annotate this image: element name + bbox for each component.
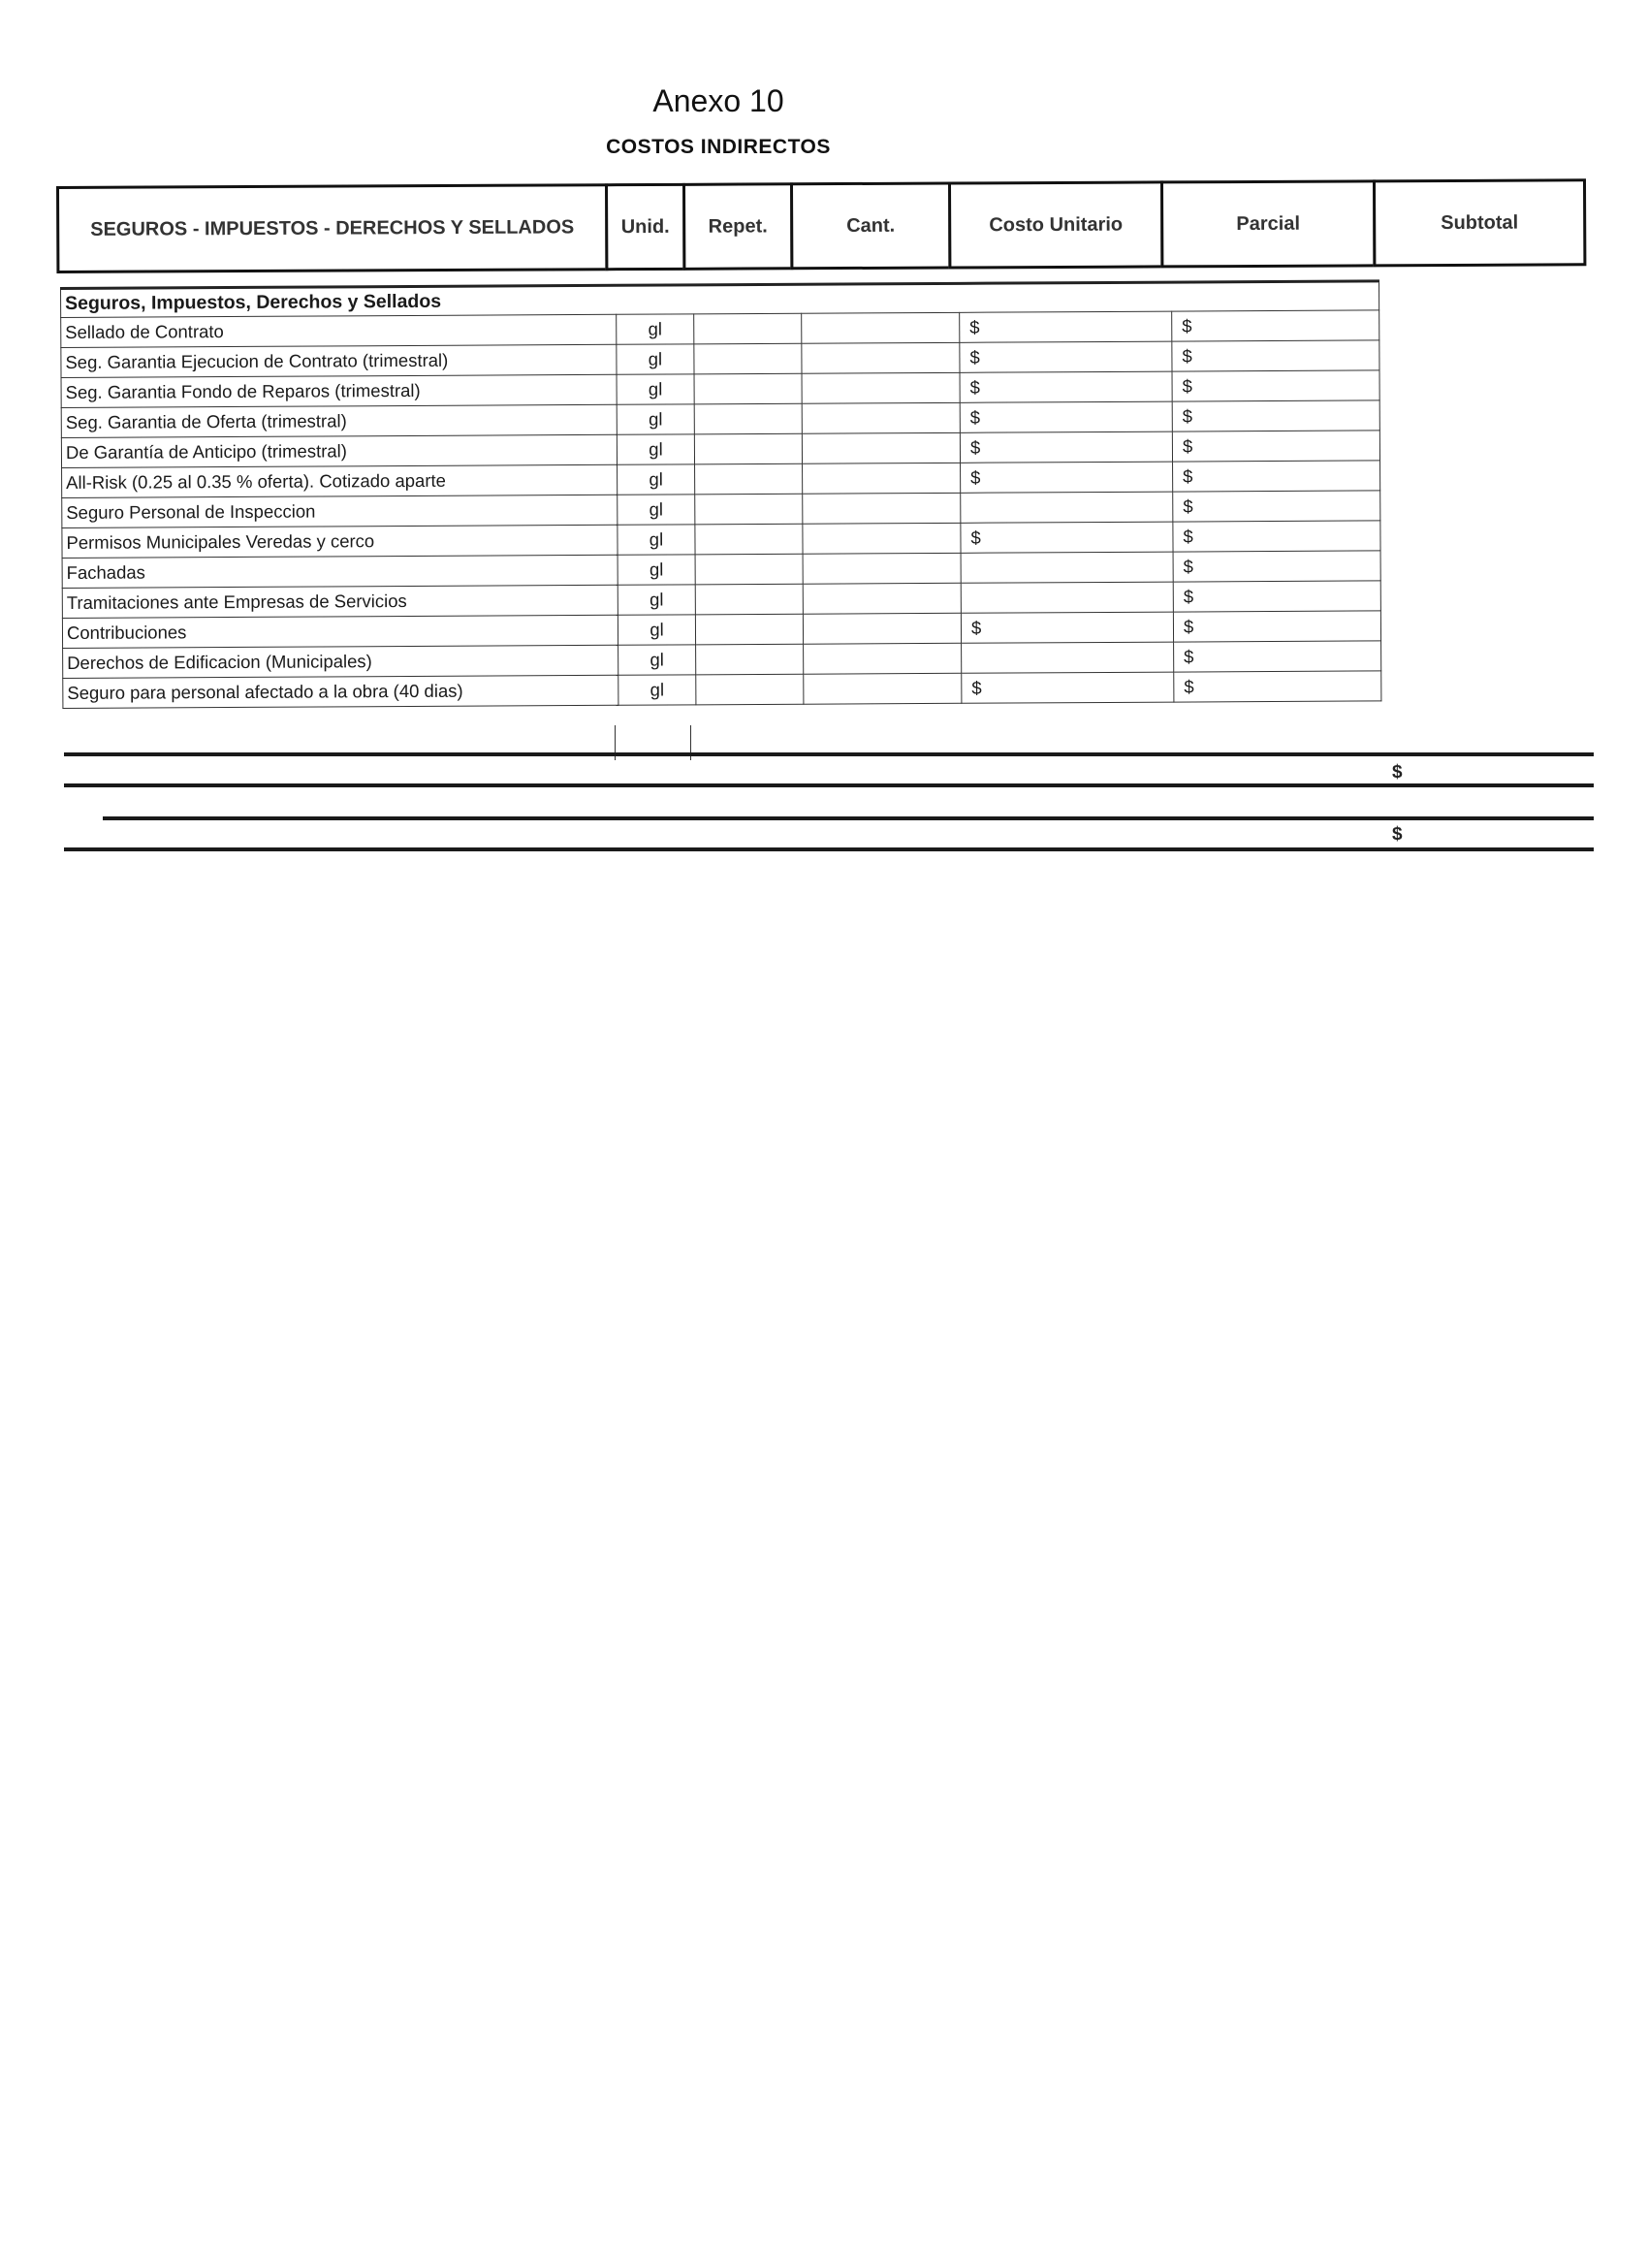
row-cant: [802, 402, 960, 433]
row-unit: gl: [618, 585, 695, 615]
row-cant: [803, 463, 961, 494]
row-costo-unitario: [961, 582, 1173, 613]
row-costo-unitario: [962, 642, 1174, 673]
row-parcial: $: [1173, 521, 1380, 552]
row-description: Derechos de Edificacion (Municipales): [63, 645, 618, 678]
row-description: All-Risk (0.25 al 0.35 % oferta). Cotizado aparte: [62, 464, 618, 497]
row-repet: [694, 343, 802, 374]
document-title: Anexo 10: [652, 83, 784, 118]
row-repet: [694, 403, 802, 434]
row-cant: [803, 583, 961, 614]
row-unit: gl: [617, 344, 694, 374]
row-parcial: $: [1174, 641, 1381, 672]
row-description: Tramitaciones ante Empresas de Servicios: [62, 585, 618, 618]
row-unit: gl: [617, 314, 694, 344]
column-header-row: [56, 178, 1586, 273]
row-cant: [803, 493, 961, 524]
row-repet: [695, 463, 803, 495]
row-unit: gl: [617, 404, 694, 434]
row-costo-unitario: $: [960, 371, 1172, 402]
row-cant: [802, 432, 960, 463]
row-description: De Garantía de Anticipo (trimestral): [61, 434, 617, 467]
row-description: Seg. Garantia Fondo de Reparos (trimestral): [61, 374, 617, 407]
cost-items-table: [60, 279, 1381, 709]
row-unit: gl: [617, 374, 694, 404]
table-row: [63, 671, 1381, 709]
header-costo-unitario: Costo Unitario: [948, 180, 1163, 269]
row-unit: gl: [618, 645, 696, 675]
total-currency: $: [1392, 824, 1403, 845]
row-unit: gl: [618, 525, 695, 555]
row-unit: gl: [618, 615, 695, 645]
header-subtotal: Subtotal: [1373, 178, 1586, 267]
row-cant: [804, 643, 962, 674]
header-cant: Cant.: [790, 181, 951, 270]
row-unit: gl: [618, 675, 696, 705]
row-parcial: $: [1173, 581, 1380, 612]
row-description: Seg. Garantia de Oferta (trimestral): [61, 404, 617, 437]
row-parcial: $: [1172, 431, 1379, 462]
row-parcial: $: [1172, 370, 1379, 401]
row-parcial: $: [1173, 611, 1380, 642]
row-costo-unitario: $: [960, 311, 1172, 342]
row-description: Contribuciones: [62, 615, 618, 648]
subtotal-currency: $: [1392, 762, 1403, 783]
row-parcial: $: [1173, 491, 1380, 522]
row-costo-unitario: [961, 492, 1173, 523]
row-unit: gl: [618, 495, 695, 525]
row-description: Seguro para personal afectado a la obra (40 dias): [63, 675, 618, 708]
row-cant: [802, 372, 960, 403]
row-parcial: $: [1174, 671, 1381, 702]
row-parcial: $: [1173, 551, 1380, 582]
row-description: Fachadas: [62, 555, 618, 588]
row-repet: [694, 313, 802, 344]
row-cant: [803, 523, 961, 554]
header-parcial: Parcial: [1160, 179, 1376, 268]
row-parcial: $: [1172, 400, 1379, 431]
row-repet: [696, 674, 804, 705]
row-costo-unitario: $: [962, 672, 1174, 703]
row-description: Permisos Municipales Veredas y cerco: [62, 525, 618, 558]
subtotal-rule-bottom: [64, 783, 1594, 787]
subtotal-rule-top: [64, 752, 1594, 756]
row-costo-unitario: $: [960, 431, 1172, 463]
row-parcial: $: [1173, 461, 1380, 492]
row-description: Sellado de Contrato: [61, 314, 617, 347]
row-repet: [695, 524, 803, 555]
row-costo-unitario: $: [960, 341, 1172, 372]
row-cant: [804, 673, 962, 704]
document-subtitle: COSTOS INDIRECTOS: [606, 136, 831, 158]
row-cant: [802, 312, 960, 343]
total-rule-top: [103, 816, 1594, 820]
header-repet: Repet.: [682, 182, 793, 271]
row-cant: [802, 342, 960, 373]
row-cant: [803, 553, 961, 584]
row-repet: [695, 584, 803, 615]
row-costo-unitario: $: [960, 401, 1172, 432]
header-unid: Unid.: [605, 183, 685, 271]
row-unit: gl: [618, 464, 695, 495]
total-rule-bottom: [64, 847, 1594, 851]
row-description: Seguro Personal de Inspeccion: [62, 495, 618, 527]
group-title: Seguros, Impuestos, Derechos y Sellados: [61, 281, 1379, 318]
row-repet: [695, 554, 803, 585]
row-parcial: $: [1172, 310, 1379, 341]
row-costo-unitario: $: [961, 522, 1173, 553]
row-cant: [803, 613, 961, 644]
row-repet: [695, 494, 803, 525]
row-unit: gl: [617, 434, 694, 464]
row-costo-unitario: [961, 552, 1173, 583]
row-repet: [695, 614, 803, 645]
row-repet: [694, 373, 802, 404]
row-costo-unitario: $: [961, 612, 1173, 643]
row-description: Seg. Garantia Ejecucion de Contrato (trimestral): [61, 344, 617, 377]
row-parcial: $: [1172, 340, 1379, 371]
row-repet: [694, 433, 802, 464]
row-costo-unitario: $: [961, 462, 1173, 493]
row-unit: gl: [618, 555, 695, 585]
header-section-title: SEGUROS - IMPUESTOS - DERECHOS Y SELLADOS: [56, 183, 608, 273]
row-repet: [696, 644, 804, 675]
